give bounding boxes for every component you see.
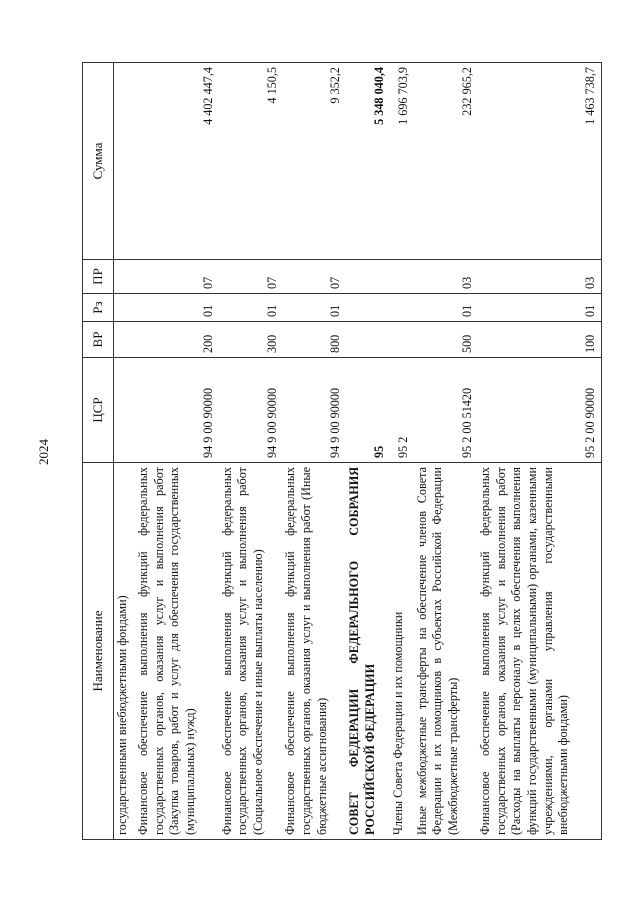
cell-name: СОВЕТ ФЕДЕРАЦИИ ФЕДЕРАЛЬНОГО СОБРАНИЯ РОССИЙСКОЙ ФЕДЕРАЦИИ <box>346 463 390 840</box>
cell-pr: 03 <box>414 260 478 294</box>
cell-csr: 94 9 00 90000 <box>135 358 219 463</box>
cell-csr <box>114 358 136 463</box>
cell-rz <box>346 294 390 322</box>
cell-vr <box>390 322 414 358</box>
cell-rz: 01 <box>477 294 601 322</box>
cell-vr: 500 <box>414 322 478 358</box>
cell-pr: 07 <box>219 260 283 294</box>
cell-name: Члены Совета Федерации и их помощники <box>390 463 414 840</box>
cell-csr: 95 2 00 51420 <box>414 358 478 463</box>
cell-name: Финансовое обеспечение выполнения функций федеральных государственных органов, оказания услуг и выполнения работ (Иные бюджетные ассигнования) <box>282 463 346 840</box>
cell-pr <box>114 260 136 294</box>
cell-pr: 07 <box>282 260 346 294</box>
cell-pr <box>346 260 390 294</box>
cell-name: Финансовое обеспечение выполнения функций федеральных государственных органов, оказания услуг и выполнения работ (Закупка товаров, работ и услуг для обеспечения государственных (муниципальных) нужд) <box>135 463 219 840</box>
cell-rz: 01 <box>135 294 219 322</box>
header-name: Наименование <box>83 463 114 840</box>
cell-vr: 300 <box>219 322 283 358</box>
header-pr: ПР <box>83 260 114 294</box>
cell-sum: 1 696 703,9 <box>390 63 414 260</box>
cell-sum: 4 402 447,4 <box>135 63 219 260</box>
table-row <box>282 63 346 840</box>
header-vr: ВР <box>83 322 114 358</box>
cell-pr <box>390 260 414 294</box>
table-row <box>114 63 136 840</box>
table-row <box>414 63 478 840</box>
table-row <box>390 63 414 840</box>
table-row <box>346 63 390 840</box>
cell-csr: 95 2 <box>390 358 414 463</box>
cell-pr: 07 <box>135 260 219 294</box>
cell-vr: 800 <box>282 322 346 358</box>
cell-vr <box>346 322 390 358</box>
cell-vr <box>114 322 136 358</box>
cell-csr: 95 2 00 90000 <box>477 358 601 463</box>
cell-csr: 94 9 00 90000 <box>282 358 346 463</box>
table-row <box>219 63 283 840</box>
table-header-row <box>83 63 114 840</box>
cell-sum <box>114 63 136 260</box>
cell-rz <box>390 294 414 322</box>
cell-name: Иные межбюджетные трансферты на обеспечение членов Совета Федерации и их помощников в субъектах Российской Федерации (Межбюджетные трансферты) <box>414 463 478 840</box>
rotated-page <box>82 63 602 840</box>
header-rz: Рз <box>83 294 114 322</box>
cell-sum: 1 463 738,7 <box>477 63 601 260</box>
cell-pr: 03 <box>477 260 601 294</box>
cell-sum: 232 965,2 <box>414 63 478 260</box>
page-number: 2024 <box>36 439 51 465</box>
cell-vr: 100 <box>477 322 601 358</box>
cell-rz: 01 <box>282 294 346 322</box>
cell-csr: 94 9 00 90000 <box>219 358 283 463</box>
cell-sum: 5 348 040,4 <box>346 63 390 260</box>
cell-name: государственными внебюджетными фондами) <box>114 463 136 840</box>
cell-name: Финансовое обеспечение выполнения функций федеральных государственных органов, оказания услуг и выполнения работ (Социальное обеспечение и иные выплаты населению) <box>219 463 283 840</box>
header-sum: Сумма <box>83 63 114 260</box>
cell-name: Финансовое обеспечение выполнения функций федеральных государственных органов, оказания услуг и выполнения работ (Расходы на выплаты персоналу в целях обеспечения выполнения функций государственными (муниципальными) органами, казенными учреждениями, органами управления государственными внебюджетными фондами) <box>477 463 601 840</box>
cell-csr: 95 <box>346 358 390 463</box>
cell-vr: 200 <box>135 322 219 358</box>
cell-sum: 4 150,5 <box>219 63 283 260</box>
cell-rz: 01 <box>414 294 478 322</box>
cell-sum: 9 352,2 <box>282 63 346 260</box>
cell-rz: 01 <box>219 294 283 322</box>
header-csr: ЦСР <box>83 358 114 463</box>
budget-table <box>82 62 602 840</box>
table-row <box>477 63 601 840</box>
table-row <box>135 63 219 840</box>
cell-rz <box>114 294 136 322</box>
